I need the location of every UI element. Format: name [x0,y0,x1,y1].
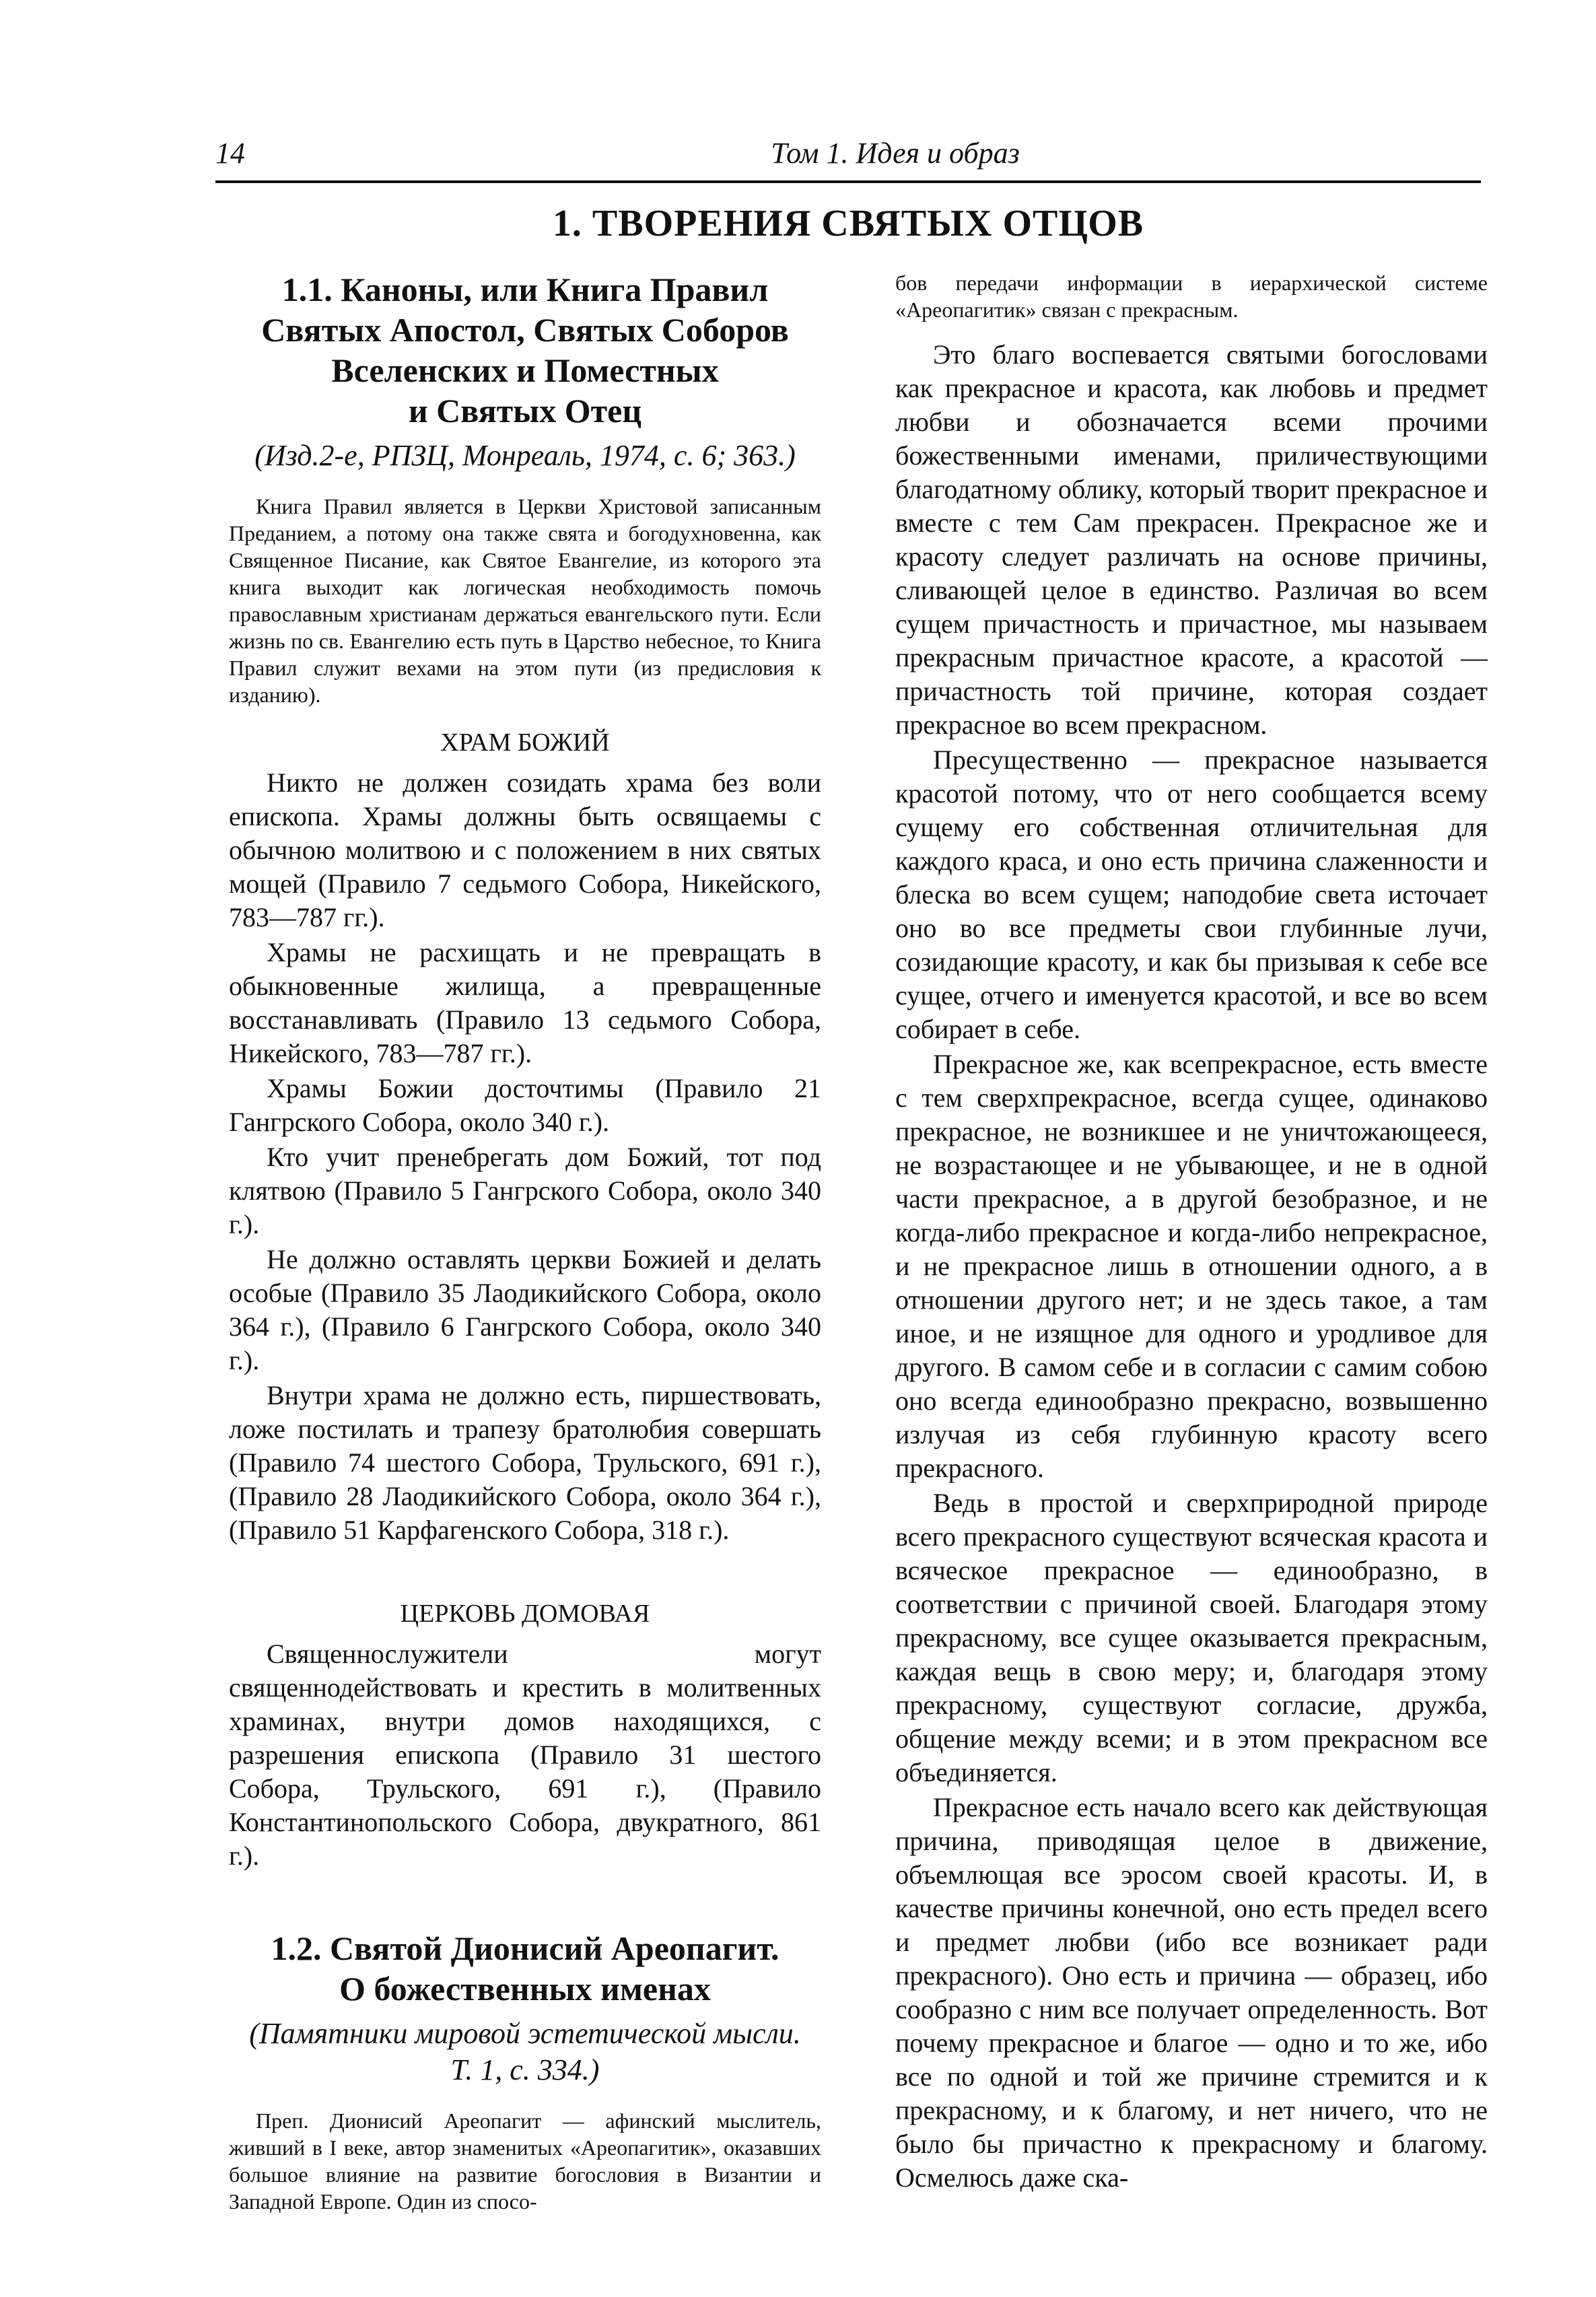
section-1-source: (Изд.2-е, РПЗЦ, Монреаль, 1974, с. 6; 363.) [254,439,796,472]
section-1-title-line: Вселенских и Поместных [331,351,719,389]
section-1-title-line: Святых Апостол, Святых Соборов [261,311,789,349]
section-2-title [229,1928,821,2009]
temple-paragraph: Не должно оставлять церкви Божией и делать особые (Правило 35 Лаодикийского Собора, около 364 г.), (Правило 6 Гангрского Собора, около 340 г.). [229,1244,821,1375]
volume-title: Том 1. Идея и образ [771,137,1020,170]
page-number: 14 [215,137,245,170]
temple-paragraph: Храмы не расхищать и не превращать в обыкновенные жилища, а превращенные восстанавливать (Правило 13 седьмого Собора, Никейского, 783—787 гг.). [229,937,821,1068]
section-2-intro-continuation: бов передачи информации в иерархической системе «Ареопагитик» связан с прекрасным. [895,271,1488,322]
body-paragraph: Ведь в простой и сверхприродной природе всего прекрасного существуют всяческая красота и всяческое прекрасное — единообразно, в соответствии с причиной своей. Благодаря этому прекрасному, все сущее оказывается прекрасным, каждая вещь в свою меру; и, благодаря этому прекрасному, существуют согласие, дружба, общение между всеми; и в этом прекрасном все объединяется. [895,1488,1488,1787]
section-1-title-line: 1.1. Каноны, или Книга Правил [281,271,769,308]
body-paragraph: Это благо воспевается святыми богословами как прекрасное и красота, как любовь и предмет любви и обозначается всеми прочими божественными именами, приличествующими благодатному облику, который творит прекрасное и вместе с тем Сам прекрасен. Прекрасное же и красоту следует различать на основе причины, сливающей целое в единство. Различая во всем сущем причастность и причастное, мы называем прекрасным причастное красоте, а красотой — причастность той причине, которая создает прекрасное во всем прекрасном. [895,339,1488,740]
home-church-paragraph: Священнослужители могут священнодействовать и крестить в молитвенных храминах, внутри домов находящихся, с разрешения епископа (Правило 31 шестого Собора, Трульского, 691 г.), (Правило Константинопольского Собора, двукратного, 861 г.). [229,1639,821,1871]
chapter-title: 1. ТВОРЕНИЯ СВЯТЫХ ОТЦОВ [552,203,1144,244]
body-paragraph: Пресущественно — прекрасное называется красотой потому, что от него сообщается всему сущему его собственная отличительная для каждого краса, и оно есть причина слаженности и блеска во всем сущем; наподобие света источает оно во все предметы свои глубинные лучи, созидающие красоту, и как бы призывая к себе все сущее, отчего и именуется красотой, и все во всем собирает в себе. [895,745,1488,1044]
temple-paragraph: Никто не должен созидать храма без воли епископа. Храмы должны быть освящаемы с обычною молитвою и с положением в них святых мощей (Правило 7 седьмого Собора, Никейского, 783—787 гг.). [229,767,821,932]
section-2-source [229,2016,821,2088]
body-paragraph: Прекрасное есть начало всего как действующая причина, приводящая целое в движение, объемлющая все эросом своей красоты. И, в качестве причины конечной, оно есть предел всего и предмет любви (ибо все возникает ради прекрасного). Оно есть и причина — образец, ибо сообразно с ним все получает определенность. Вот почему прекрасное и благое — одно и то же, ибо все по одной и той же причине стремится и к прекрасному, и к благому, и нет ничего, что не было бы причастно к прекрасному и благому. Осмелюсь даже ска- [895,1792,1488,2193]
heading-temple: ХРАМ БОЖИЙ [440,728,610,757]
section-1-intro: Книга Правил является в Церкви Христовой записанным Преданием, а потому она также свята и богодухновенна, как Священное Писание, как Святое Евангелие, из которого эта книга выходит как логическая необходимость помочь православным христианам держаться евангельского пути. Если жизнь по св. Евангелию есть путь в Царство небесное, то Книга Правил служит вехами на этом пути (из предисловия к изданию). [229,494,821,707]
heading-home-church: ЦЕРКОВЬ ДОМОВАЯ [400,1600,650,1628]
section-1-title-line: и Святых Отец [408,392,642,430]
section-2-intro: Преп. Дионисий Ареопагит — афинский мыслитель, живший в I веке, автор знаменитых «Ареопагитик», оказавших большое влияние на развитие богословия в Византии и Западной Европе. Один из спосо- [229,2109,821,2214]
section-2-title-line: О божественных именах [339,1970,711,2008]
temple-paragraph: Внутри храма не должно есть, пиршествовать, ложе постилать и трапезу братолюбия совершать (Правило 74 шестого Собора, Трульского, 691 г.), (Правило 28 Лаодикийского Собора, около 364 г.), (Правило 51 Карфагенского Собора, 318 г.). [229,1380,821,1545]
section-2-source-line: (Памятники мировой эстетической мысли. [249,2017,801,2050]
section-1-title [229,269,821,431]
running-head [215,133,1481,183]
left-column [229,269,821,2232]
right-column [895,269,1488,2196]
temple-paragraph: Кто учит пренебрегать дом Божий, тот под клятвою (Правило 5 Гангрского Собора, около 340 г.). [229,1142,821,1239]
body-paragraph: Прекрасное же, как всепрекрасное, есть вместе с тем сверхпрекрасное, всегда сущее, одинаково прекрасное, не возникшее и не уничтожающееся, не возрастающее и не убывающее, и не в одной части прекрасное, а в другой безобразное, и не когда-либо прекрасное и когда-либо непрекрасное, и не прекрасное лишь в отношении одного, а в отношении другого нет; и не здесь такое, а там иное, и не изящное для одного и уродливое для другого. В самом себе и в согласии с самим собою оно всегда единообразно прекрасно, возвышенно излучая из себя глубинную красоту всего прекрасного. [895,1049,1488,1483]
section-2-source-line: Т. 1, с. 334.) [450,2053,600,2086]
temple-paragraph: Храмы Божии досточтимы (Правило 21 Гангрского Собора, около 340 г.). [229,1073,821,1137]
section-2-title-line: 1.2. Святой Дионисий Ареопагит. [271,1929,779,1967]
